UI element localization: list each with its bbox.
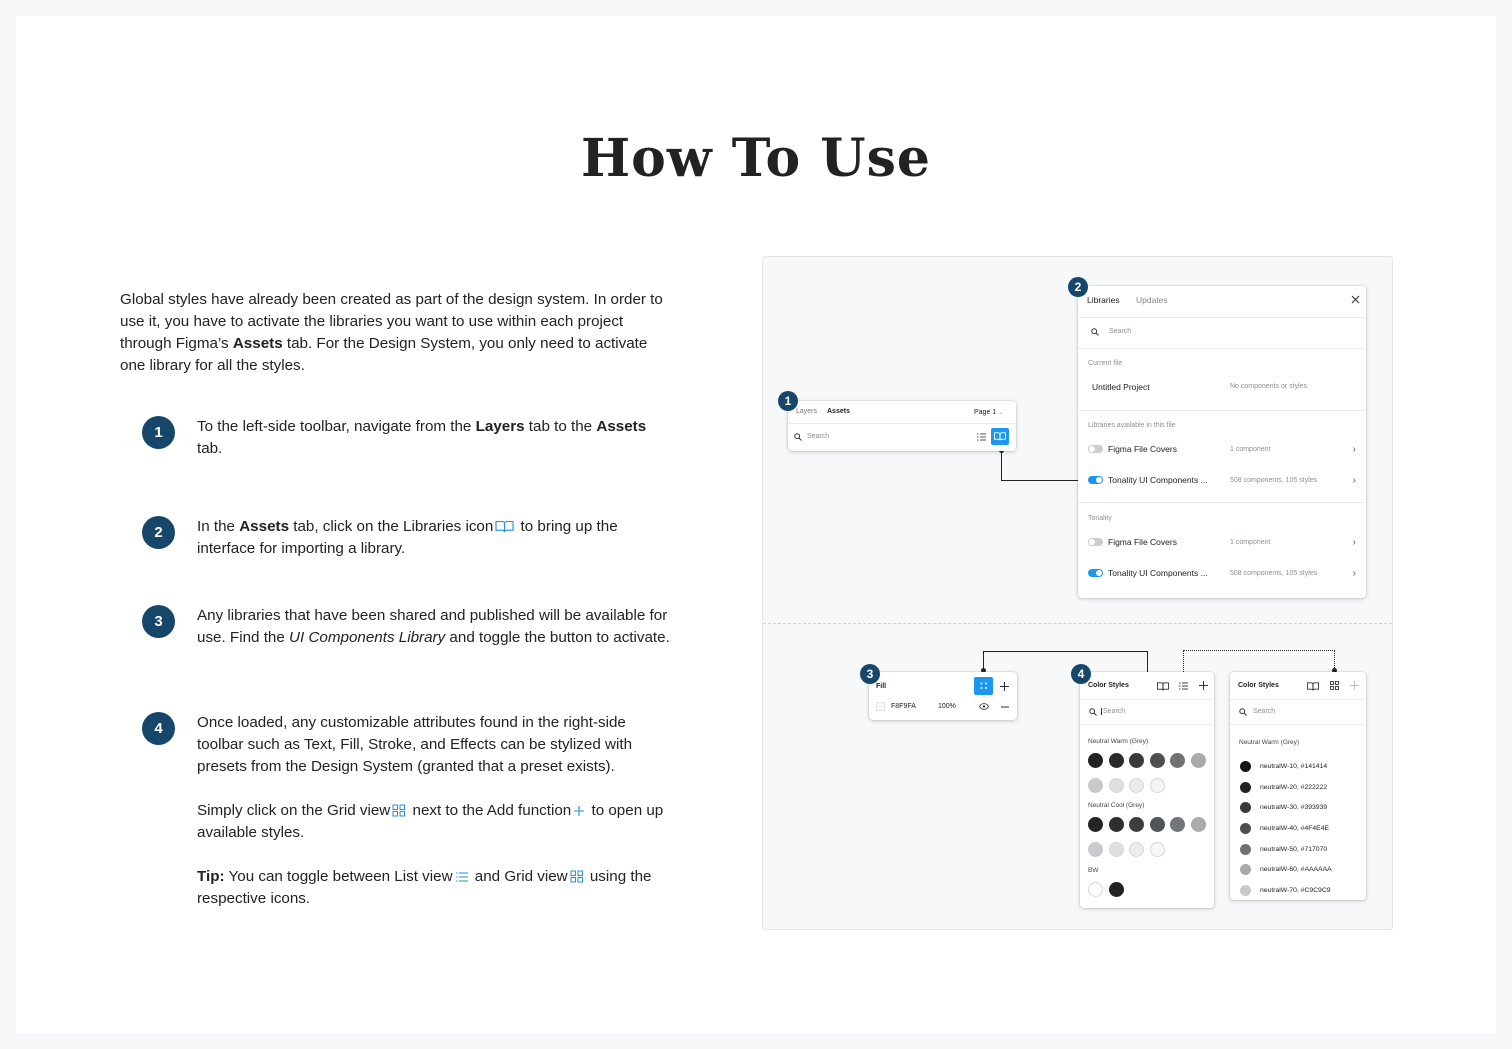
library-toggle[interactable] [1088, 569, 1103, 577]
step-number-badge: 2 [142, 516, 175, 549]
divider [1078, 410, 1366, 411]
chevron-right-icon[interactable]: › [1352, 474, 1356, 486]
grid-view-icon [392, 804, 406, 817]
color-style-item[interactable] [1240, 797, 1332, 818]
color-style-item[interactable] [1240, 756, 1332, 777]
divider [1078, 348, 1366, 349]
color-swatch[interactable] [1170, 753, 1185, 768]
grid-view-icon[interactable] [1330, 681, 1339, 690]
library-toggle[interactable] [1088, 476, 1103, 484]
add-plus-icon[interactable] [1199, 681, 1208, 690]
color-dot [1240, 844, 1251, 855]
libraries-book-icon[interactable] [1157, 682, 1169, 691]
grid-view-icon [570, 870, 584, 883]
color-swatch[interactable] [1109, 842, 1124, 857]
group-label: BW [1088, 867, 1099, 874]
callout-badge-1: 1 [778, 391, 798, 411]
tab-layers[interactable]: Layers [796, 408, 818, 415]
color-swatch[interactable] [1150, 817, 1165, 832]
tab-updates[interactable]: Updates [1136, 295, 1168, 305]
color-swatch[interactable] [1088, 778, 1103, 793]
step-text: Once loaded, any customizable attributes found in the right-side toolbar such as Text, Fill, Stroke, and Effects can be stylized with presets from the Design System (granted that a preset exists). Simply click on the Grid view next to the Add function to open up available styles. Tip: You can toggle between List view and Grid view using the respective icons. [197, 714, 664, 907]
connector-line [983, 651, 1148, 652]
color-dot [1240, 761, 1251, 772]
color-dot [1240, 782, 1251, 793]
search-icon [794, 433, 802, 441]
color-styles-grid-panel [1080, 672, 1214, 908]
swatch-grid-bw [1088, 882, 1213, 897]
libraries-book-icon[interactable] [1307, 682, 1319, 691]
project-meta: No components or styles [1230, 383, 1308, 390]
search-input[interactable]: Search [1109, 328, 1132, 335]
fill-opacity[interactable]: 100% [938, 703, 956, 710]
color-style-item[interactable] [1240, 777, 1332, 798]
remove-minus-icon[interactable] [1001, 706, 1009, 708]
callout-badge-4: 4 [1071, 664, 1091, 684]
libraries-book-icon [994, 432, 1006, 441]
color-swatch[interactable] [1129, 778, 1144, 793]
color-swatch[interactable] [1088, 753, 1103, 768]
color-swatch[interactable] [1191, 817, 1206, 832]
step-text: To the left-side toolbar, navigate from the Layers tab to the Assets tab. [197, 418, 647, 457]
style-grid-button[interactable] [974, 677, 993, 695]
step-number-badge: 1 [142, 416, 175, 449]
eye-icon[interactable] [979, 703, 989, 710]
swatch-grid-warm [1088, 753, 1213, 793]
divider [1078, 502, 1366, 503]
callout-badge-3: 3 [860, 664, 880, 684]
color-styles-list-panel [1230, 672, 1366, 900]
color-style-list [1240, 756, 1332, 901]
libraries-button[interactable] [991, 428, 1009, 445]
color-swatch[interactable] [1088, 842, 1103, 857]
divider [1080, 724, 1214, 725]
color-swatch[interactable] [1109, 817, 1124, 832]
color-style-label: neutralW-50, #717070 [1260, 845, 1328, 853]
color-style-label: neutralW-40, #4F4E4E [1260, 824, 1330, 832]
divider [763, 623, 1392, 624]
fill-panel [869, 672, 1017, 720]
add-plus-icon [573, 805, 585, 817]
chevron-right-icon[interactable]: › [1352, 567, 1356, 579]
search-icon [1089, 708, 1097, 716]
search-input[interactable]: Search [1103, 708, 1126, 715]
list-view-icon [455, 871, 469, 883]
color-swatch[interactable] [1109, 753, 1124, 768]
fill-title: Fill [876, 683, 887, 690]
chevron-right-icon[interactable]: › [1352, 536, 1356, 548]
panel-title: Color Styles [1238, 682, 1279, 689]
color-swatch[interactable] [1150, 842, 1165, 857]
panel-title: Color Styles [1088, 682, 1129, 689]
libraries-dialog [1078, 286, 1366, 598]
step-number-badge: 4 [142, 712, 175, 745]
add-plus-icon[interactable] [1350, 681, 1359, 690]
library-toggle[interactable] [1088, 538, 1103, 546]
step-text: Any libraries that have been shared and published will be available for use. Find the UI Components Library and toggle the button to activate. [197, 607, 670, 646]
color-swatch[interactable] [1088, 817, 1103, 832]
project-name: Untitled Project [1092, 382, 1150, 392]
list-view-icon[interactable] [1179, 682, 1188, 690]
swatch-grid-cool [1088, 817, 1213, 857]
library-toggle[interactable] [1088, 445, 1103, 453]
page-title: How To Use [581, 128, 931, 189]
color-swatch[interactable] [1150, 778, 1165, 793]
color-style-item[interactable] [1240, 880, 1332, 901]
group-label: Neutral Warm (Grey) [1239, 739, 1300, 746]
color-swatch[interactable] [1170, 817, 1185, 832]
fill-swatch[interactable] [876, 702, 885, 711]
search-input[interactable]: Search [1253, 708, 1276, 715]
group-label: Neutral Cool (Grey) [1088, 802, 1145, 809]
close-icon[interactable] [1351, 295, 1360, 304]
color-swatch[interactable] [1109, 882, 1124, 897]
divider [1230, 699, 1366, 700]
section-label: Tonality [1088, 515, 1112, 522]
callout-badge-2: 2 [1068, 277, 1088, 297]
libraries-book-icon [495, 520, 514, 533]
divider [788, 423, 1016, 424]
search-input[interactable]: Search [807, 433, 830, 440]
search-icon [1091, 328, 1099, 336]
divider [1230, 724, 1366, 725]
chevron-down-icon: ⌄ [998, 409, 1004, 416]
step-text: In the Assets tab, click on the Libraries icon to bring up the interface for importing a library. [197, 518, 618, 557]
section-label: Libraries available in this file [1088, 422, 1176, 429]
group-label: Neutral Warm (Grey) [1088, 738, 1149, 745]
color-swatch[interactable] [1129, 817, 1144, 832]
step-number-badge: 3 [142, 605, 175, 638]
color-swatch[interactable] [1150, 753, 1165, 768]
color-style-label: neutralW-70, #C9C9C9 [1260, 886, 1331, 894]
color-swatch[interactable] [1129, 753, 1144, 768]
library-row[interactable]: Tonality UI Components ... 508 components, 105 styles › [1078, 474, 1366, 486]
color-style-item[interactable] [1240, 859, 1332, 880]
color-swatch[interactable] [1191, 753, 1206, 768]
chevron-right-icon[interactable]: › [1352, 443, 1356, 455]
color-style-label: neutralW-60, #AAAAAA [1260, 866, 1332, 874]
color-swatch[interactable] [1088, 882, 1103, 897]
tab-assets[interactable]: Assets [827, 408, 850, 415]
library-row[interactable]: Tonality UI Components ... 508 components, 105 styles › [1078, 567, 1366, 579]
fill-hex[interactable]: F8F9FA [891, 703, 916, 710]
connector-line [1001, 450, 1002, 480]
color-dot [1240, 864, 1251, 875]
page-selector[interactable]: Page 1 ⌄ [973, 409, 1004, 416]
section-label: Current file [1088, 360, 1123, 367]
layers-assets-panel [788, 401, 1016, 451]
color-style-item[interactable] [1240, 818, 1332, 839]
connector-line [1147, 651, 1148, 673]
list-view-icon[interactable] [977, 433, 986, 441]
divider [1078, 317, 1366, 318]
add-plus-icon[interactable] [1000, 682, 1009, 691]
color-swatch[interactable] [1109, 778, 1124, 793]
color-style-label: neutralW-20, #222222 [1260, 783, 1328, 791]
color-style-item[interactable] [1240, 839, 1332, 860]
color-swatch[interactable] [1129, 842, 1144, 857]
divider [1080, 699, 1214, 700]
connector-line [1001, 480, 1081, 481]
library-row[interactable]: Figma File Covers 1 component › [1078, 443, 1366, 455]
color-style-label: neutralW-30, #393939 [1260, 804, 1328, 812]
color-style-label: neutralW-10, #141414 [1260, 762, 1328, 770]
tab-libraries[interactable]: Libraries [1087, 295, 1120, 305]
styles-dots-icon [980, 682, 988, 690]
color-dot [1240, 802, 1251, 813]
figma-illustration [762, 256, 1393, 930]
search-icon [1239, 708, 1247, 716]
library-row[interactable]: Figma File Covers 1 component › [1078, 536, 1366, 548]
color-dot [1240, 885, 1251, 896]
color-dot [1240, 823, 1251, 834]
intro-paragraph: Global styles have already been created as part of the design system. In order to use it, you have to activate the libraries you want to use within each project through Figma’s Assets tab. For the Design System, you only need to activate one library for all the styles. [120, 291, 663, 374]
